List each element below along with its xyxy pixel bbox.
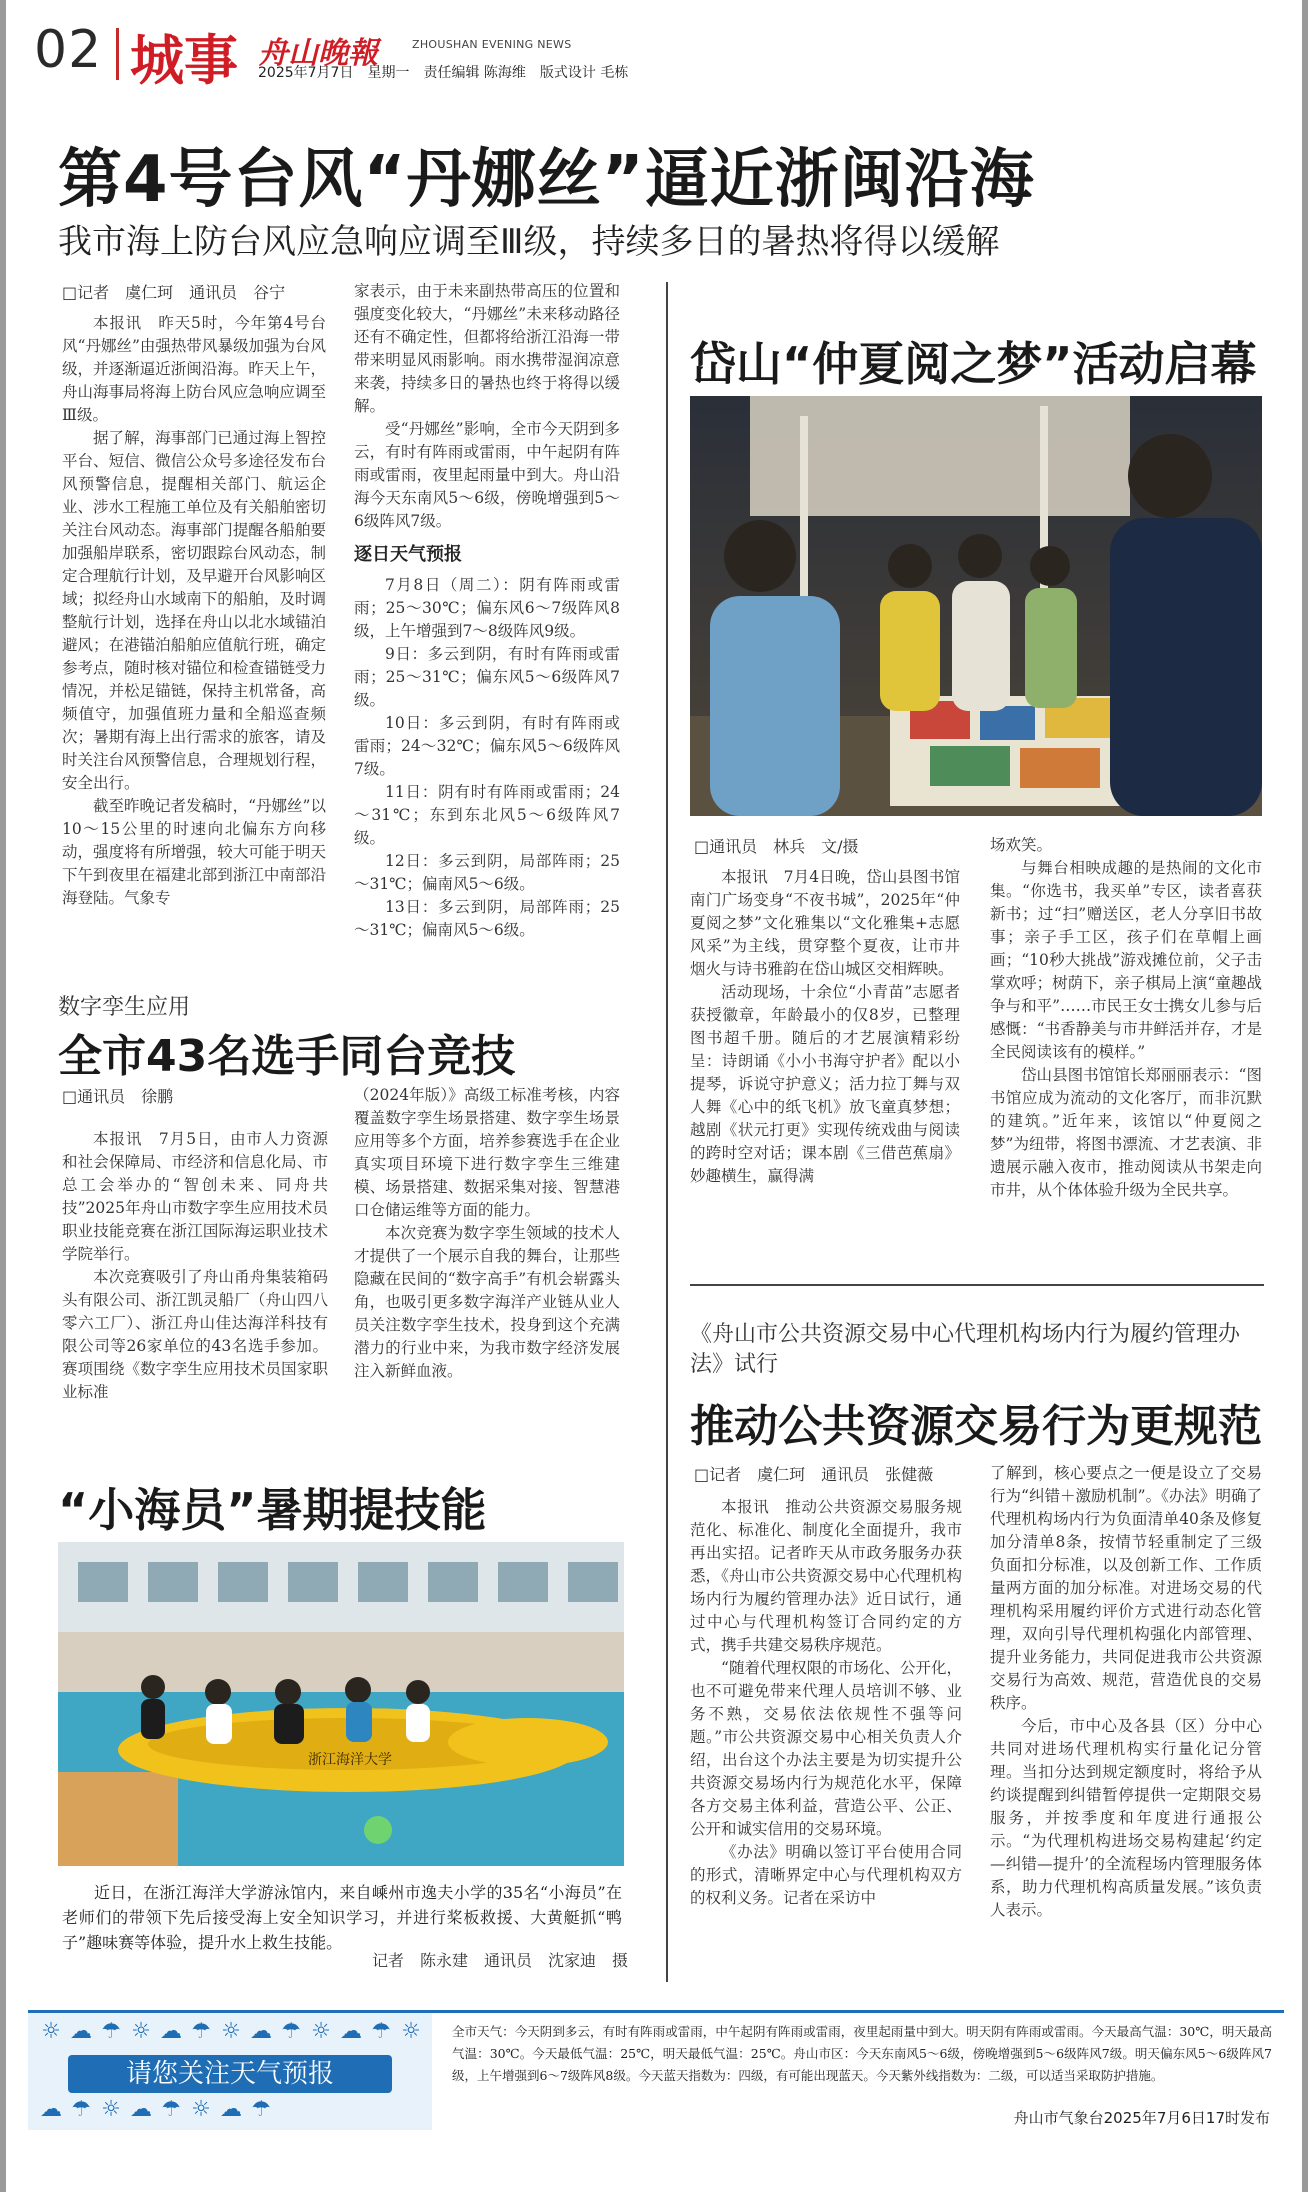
weather-banner: 请您关注天气预报: [68, 2055, 392, 2093]
paragraph: 截至昨晚记者发稿时，“丹娜丝”以10～15公里的时速向北偏东方向移动，强度将有所增强，较大可能于明天下午到夜里在福建北部到浙江中南部沿海登陆。气象专: [62, 797, 326, 907]
trade-headline: 推动公共资源交易行为更规范: [690, 1401, 1262, 1452]
paragraph: 《办法》明确以签订平台使用合同的形式，清晰界定中心与代理机构双方的权利义务。记者在采访中: [690, 1843, 962, 1907]
weather-icon: ☁: [220, 2097, 242, 2122]
reading-photo: [690, 396, 1262, 816]
weather-forecast-text: 全市天气：今天阴到多云，有时有阵雨或雷雨，中午起阴有阵雨或雷雨，夜里起雨量中到大。明天阴有阵雨或雷雨。今天最高气温：30℃，明天最高气温：30℃。今天最低气温：25℃，明天最低气温：25℃。舟山市区：今天东南风5～6级，傍晚增强到5～6级阵风7级。明天偏东风5～6级阵风7级，上午增强到6～7级阵风8级。今天蓝天指数为：四级，有可能出现蓝天。今天紫外线指数为：二级，可以适当采取防护措施。: [452, 2024, 1272, 2083]
reading-column-2: [990, 834, 1262, 1268]
masthead-divider: [116, 28, 119, 80]
trade-column-2: [990, 1462, 1262, 1970]
paragraph: 了解到，核心要点之一便是设立了交易行为“纠错＋激励机制”。《办法》明确了代理机构场内行为负面清单40条及修复加分清单8条，按情节轻重制定了三级负面扣分标准，以及创新工作、工作质量两方面的加分标准。对进场交易的代理机构采用履约评价方式进行动态化管理，双向引导代理机构强化内部管理、提升业务能力，共同促进我市公共资源交易行为高效、规范，营造优良的交易秩序。: [990, 1464, 1262, 1712]
weather-icon: ☁: [160, 2019, 182, 2044]
issue-meta: 2025年7月7日 星期一 责任编辑 陈海维 版式设计 毛栋: [258, 65, 629, 81]
paragraph: 今后，市中心及各县（区）分中心共同对进场代理机构实行量化记分管理。当扣分达到规定额度时，将给予从约谈提醒到纠错暂停提供一定期限交易服务，并按季度和年度进行通报公示。“为代理机构进场交易构建起‘约定—纠错—提升’的全流程场内管理服务体系，助力代理机构高质量发展。”该负责人表示。: [990, 1717, 1262, 1919]
weather-icon: ☂: [101, 2019, 121, 2044]
weather-icon: ☂: [191, 2019, 211, 2044]
forecast-item: 10日：多云到阴，有时有阵雨或雷雨；24～32℃；偏东风5～6级阵风7级。: [354, 714, 620, 778]
weather-icons-top: [36, 2019, 426, 2047]
forecast-item: 13日：多云到阴，局部阵雨；25～31℃；偏南风5～6级。: [354, 898, 620, 939]
reading-byline: □通讯员 林兵 文/摄: [694, 837, 859, 856]
weather-icon: ☂: [281, 2019, 301, 2044]
section-title: 城事: [130, 28, 238, 92]
sailor-photo: [58, 1542, 624, 1866]
section-divider: [690, 1284, 1264, 1286]
forecast-item: 7月8日（周二）：阴有阵雨或雷雨；25～30℃；偏东风6～7级阵风8级，上午增强到7～8级阵风9级。: [354, 576, 620, 640]
weather-icon: ☁: [250, 2019, 272, 2044]
typhoon-column-2: [354, 280, 620, 940]
typhoon-byline: □记者 虞仁珂 通讯员 谷宁: [62, 283, 286, 302]
skills-column-1: [62, 1128, 328, 1438]
weather-icons-bottom: [36, 2097, 426, 2125]
weather-icon: ☼: [191, 2097, 211, 2122]
skills-byline: □通讯员 徐鹏: [62, 1087, 174, 1106]
weather-icon: ☼: [311, 2019, 331, 2044]
paragraph: 活动现场，十余位“小青苗”志愿者获授徽章，年龄最小的仅8岁，已整理图书超千册。随后的才艺展演精彩纷呈：诗朗诵《小小书海守护者》配以小提琴，诉说守护意义；活力拉丁舞与双人舞《心中的纸飞机》放飞童真梦想；越剧《状元打更》实现传统戏曲与阅读的跨时空对话；课本剧《三借芭蕉扇》妙趣横生，赢得满: [690, 983, 960, 1185]
skills-column-2: [354, 1084, 620, 1438]
weather-icon: ☂: [251, 2097, 271, 2122]
weather-issuer: 舟山市气象台2025年7月6日17时发布: [1013, 2109, 1270, 2127]
boat-text: 浙江海洋大学: [308, 1752, 392, 1768]
weather-icon: ☼: [131, 2019, 151, 2044]
paragraph: 受“丹娜丝”影响，全市今天阴到多云，有时有阵雨或雷雨，中午起阴有阵雨或雷雨，夜里起雨量中到大。舟山沿海今天东南风5～6级，傍晚增强到5～6级阵风7级。: [354, 420, 620, 530]
paragraph: 本次竞赛为数字孪生领域的技术人才提供了一个展示自我的舞台，让那些隐藏在民间的“数字高手”有机会崭露头角，也吸引更多数字海洋产业链从业人员关注数字孪生技术，投身到这个充满潜力的行业中来，为我市数字经济发展注入新鲜血液。: [354, 1224, 620, 1380]
weather-icon: ☁: [40, 2097, 62, 2122]
skills-kicker: 数字孪生应用: [58, 995, 191, 1020]
weather-icon: ☁: [70, 2019, 92, 2044]
masthead: [34, 18, 1284, 92]
forecast-item: 12日：多云到阴，局部阵雨；25～31℃；偏南风5～6级。: [354, 852, 620, 893]
typhoon-headline: 第4号台风“丹娜丝”逼近浙闽沿海: [58, 143, 1035, 217]
forecast-item: 9日：多云到阴，有时有阵雨或雷雨；25～31℃；偏东风5～6级阵风7级。: [354, 645, 620, 709]
sailor-caption: 近日，在浙江海洋大学游泳馆内，来自嵊州市逸夫小学的35名“小海员”在老师们的带领下先后接受海上安全知识学习，并进行桨板救援、大黄艇抓“鸭子”趣味赛等体验，提升水上救生技能。: [62, 1883, 622, 1952]
paragraph: 本报讯 推动公共资源交易服务规范化、标准化、制度化全面提升，我市再出实招。记者昨天从市政务服务办获悉，《舟山市公共资源交易中心代理机构场内行为履约管理办法》近日试行，通过中心与代理机构签订合同约定的方式，携手共建交易秩序规范。: [690, 1498, 962, 1654]
paragraph: 本次竞赛吸引了舟山甬舟集装箱码头有限公司、浙江凯灵船厂（舟山四八零六工厂）、浙江舟山佳达海洋科技有限公司等26家单位的43名选手参加。赛项围绕《数字孪生应用技术员国家职业标准: [62, 1268, 328, 1401]
paragraph: 本报讯 7月4日晚，岱山县图书馆南门广场变身“不夜书城”，2025年“仲夏阅之梦”文化雅集以“文化雅集+志愿风采”为主线，贯穿整个夏夜，让市井烟火与诗书雅韵在岱山城区交相辉映。: [690, 868, 960, 978]
typhoon-subheadline: 我市海上防台风应急响应调至Ⅲ级，持续多日的暑热将得以缓解: [58, 222, 1000, 262]
typhoon-column-1: [62, 312, 326, 952]
pool-raft-illustration: [58, 1542, 624, 1866]
weather-bar: [28, 2010, 1284, 2130]
skills-headline: 全市43名选手同台竞技: [58, 1031, 516, 1082]
paragraph: 与舞台相映成趣的是热闹的文化市集。“你选书，我买单”专区，读者喜获新书；过“扫”赠送区，老人分享旧书故事；亲子手工区，孩子们在草帽上画画；“10秒大挑战”游戏摊位前，父子击掌欢呼；树荫下，亲子棋局上演“童趣战争与和平”……市民王女士携女儿参与后感慨：“书香静美与市井鲜活并存，才是全民阅读该有的模样。”: [990, 859, 1262, 1061]
weather-icon: ☁: [340, 2019, 362, 2044]
brand-logo: 舟山晚報: [258, 36, 378, 71]
weather-icon: ☁: [130, 2097, 152, 2122]
paragraph: 据了解，海事部门已通过海上智控平台、短信、微信公众号多途径发布台风预警信息，提醒相关部门、航运企业、涉水工程施工单位及有关船舶密切关注台风动态。海事部门提醒各船舶要加强船岸联系，密切跟踪台风动态，制定合理航行计划，及早避开台风影响区域；拟经舟山水域南下的船舶，及时调整航行计划，选择在舟山以北水域锚泊避风；在港锚泊船舶应值航行班，确定参考点，随时核对锚位和检查锚链受力情况，并松足锚链，保持主机常备，高频值守，加强值班力量和全船巡查频次；暑期有海上出行需求的旅客，请及时关注台风预警信息，合理规划行程，安全出行。: [62, 429, 326, 792]
newspaper-page: [6, 0, 1302, 2192]
paragraph: “随着代理权限的市场化、公开化，也不可避免带来代理人员培训不够、业务不熟，交易依法依规性不强等问题。”市公共资源交易中心相关负责人介绍，出台这个办法主要是为切实提升公共资源交易场内行为规范化水平，保障各方交易主体利益，营造公平、公正、公开和诚实信用的交易环境。: [690, 1659, 962, 1838]
forecast-item: 11日：阴有时有阵雨或雷雨；24～31℃；东到东北风5～6级阵风7级。: [354, 783, 620, 847]
book-fair-illustration: [690, 396, 1262, 816]
paragraph: 场欢笑。: [990, 836, 1053, 854]
weather-icon: ☂: [71, 2097, 91, 2122]
weather-icon: ☼: [41, 2019, 61, 2044]
page-number: 02: [34, 20, 103, 80]
sailor-credit: 记者 陈永建 通讯员 沈家迪 摄: [372, 1951, 629, 1970]
weather-icon: ☼: [401, 2019, 421, 2044]
paragraph: 本报讯 7月5日，由市人力资源和社会保障局、市经济和信息化局、市总工会举办的“智创未来、同舟共技”2025年舟山市数字孪生应用技术员职业技能竞赛在浙江国际海运职业技术学院举行。: [62, 1130, 328, 1263]
weather-icon: ☂: [161, 2097, 181, 2122]
reading-headline: 岱山“仲夏阅之梦”活动启幕: [690, 337, 1257, 391]
paragraph: 岱山县图书馆馆长郑丽丽表示：“图书馆应成为流动的文化客厅，而非沉默的建筑。”近年来，该馆以“仲夏阅之梦”为纽带，将图书漂流、才艺表演、非遗展示融入夜市，推动阅读从书架走向市井，从个体体验升级为全民共享。: [990, 1066, 1262, 1199]
forecast-title: 逐日天气预报: [354, 544, 462, 565]
trade-kicker: 《舟山市公共资源交易中心代理机构场内行为履约管理办法》试行: [690, 1322, 1241, 1377]
column-divider: [666, 282, 668, 1982]
weather-icon: ☼: [101, 2097, 121, 2122]
reading-column-1: [690, 866, 960, 1268]
sailor-headline: “小海员”暑期提技能: [58, 1483, 487, 1537]
weather-icon: ☼: [221, 2019, 241, 2044]
paragraph: （2024年版）》高级工标准考核，内容覆盖数字孪生场景搭建、数字孪生场景应用等多个方面，培养参赛选手在企业真实项目环境下进行数字孪生三维建模、场景搭建、数据采集对接、智慧港口仓储运维等方面的能力。: [354, 1086, 620, 1219]
paragraph: 家表示，由于未来副热带高压的位置和强度变化较大，“丹娜丝”未来移动路径还有不确定性，但都将给浙江沿海一带带来明显风雨影响。雨水携带湿润凉意来袭，持续多日的暑热也终于将得以缓解。: [354, 282, 620, 415]
trade-byline: □记者 虞仁珂 通讯员 张健薇: [694, 1465, 934, 1484]
brand-english: ZHOUSHAN EVENING NEWS: [412, 38, 572, 51]
weather-icon: ☂: [371, 2019, 391, 2044]
paragraph: 本报讯 昨天5时，今年第4号台风“丹娜丝”由强热带风暴级加强为台风级，并逐渐逼近浙闽沿海。昨天上午，舟山海事局将海上防台风应急响应调至Ⅲ级。: [62, 314, 326, 424]
trade-column-1: [690, 1496, 962, 1970]
weather-banner-panel: [28, 2013, 432, 2130]
